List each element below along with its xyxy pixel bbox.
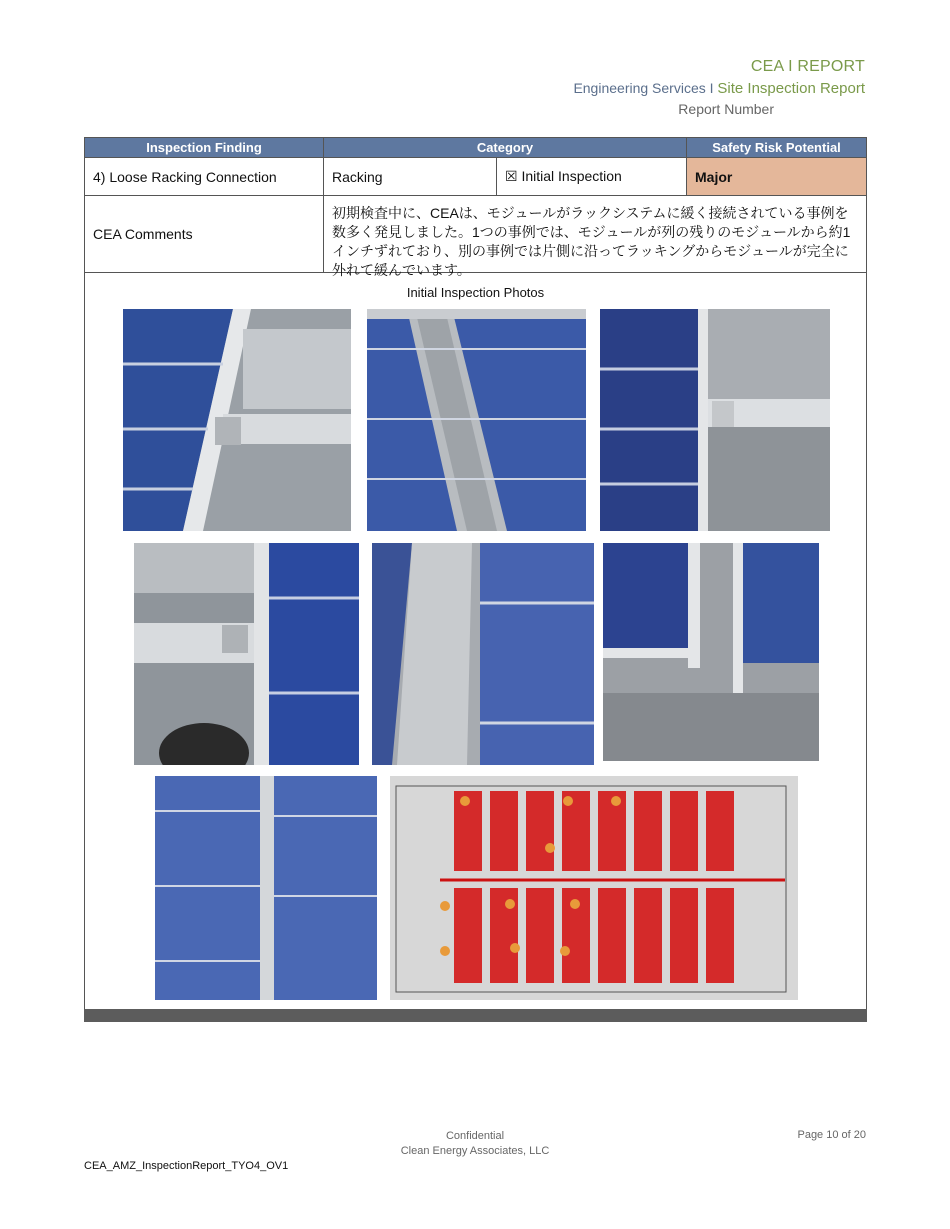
category-cell: Racking	[324, 158, 497, 195]
finding-row	[85, 158, 866, 196]
report-subtitle	[573, 80, 865, 97]
inspection-photo	[155, 776, 377, 1000]
inspection-photo	[372, 543, 594, 765]
header-safety-risk: Safety Risk Potential	[712, 139, 841, 155]
comments-label: CEA Comments	[85, 196, 324, 272]
inspection-photo	[367, 309, 586, 531]
page-number: Page 10 of 20	[797, 1129, 866, 1141]
report-number: Report Number	[678, 101, 774, 117]
table-header-row	[85, 138, 866, 158]
report-brand: CEA I REPORT	[750, 58, 865, 75]
inspection-photo	[603, 543, 819, 761]
report-header	[573, 58, 865, 117]
comments-row	[85, 196, 866, 278]
subtitle-highlight: Site Inspection Report	[717, 80, 865, 97]
risk-cell: Major	[687, 158, 866, 195]
comments-text: 初期検査中に、CEAは、モジュールがラックシステムに緩く接続されている事例を数多く発見しました。1つの事例では、モジュールが列の残りのモジュールから約1インチずれており、別の事例では片側に沿ってラッキングからモジュールが完全に外れて緩んでいます。	[332, 205, 851, 278]
photos-section	[85, 273, 866, 1013]
table-bottom-bar	[84, 1009, 867, 1022]
inspection-photo	[123, 309, 351, 531]
inspection-type-cell: ☒ Initial Inspection	[497, 158, 687, 195]
subtitle-prefix: Engineering Services I	[573, 80, 718, 96]
finding-cell: 4) Loose Racking Connection	[85, 158, 324, 195]
inspection-table	[84, 137, 867, 1013]
footer-filename: CEA_AMZ_InspectionReport_TYO4_OV1	[84, 1160, 289, 1172]
footer-company: Clean Energy Associates, LLC	[400, 1145, 550, 1157]
footer-confidential: Confidential	[445, 1130, 505, 1142]
photos-title: Initial Inspection Photos	[406, 285, 545, 300]
inspection-photo	[600, 309, 830, 531]
header-category: Category	[324, 138, 687, 158]
header-inspection-finding: Inspection Finding	[85, 138, 324, 158]
inspection-photo	[134, 543, 359, 765]
site-layout-map	[390, 776, 798, 1000]
